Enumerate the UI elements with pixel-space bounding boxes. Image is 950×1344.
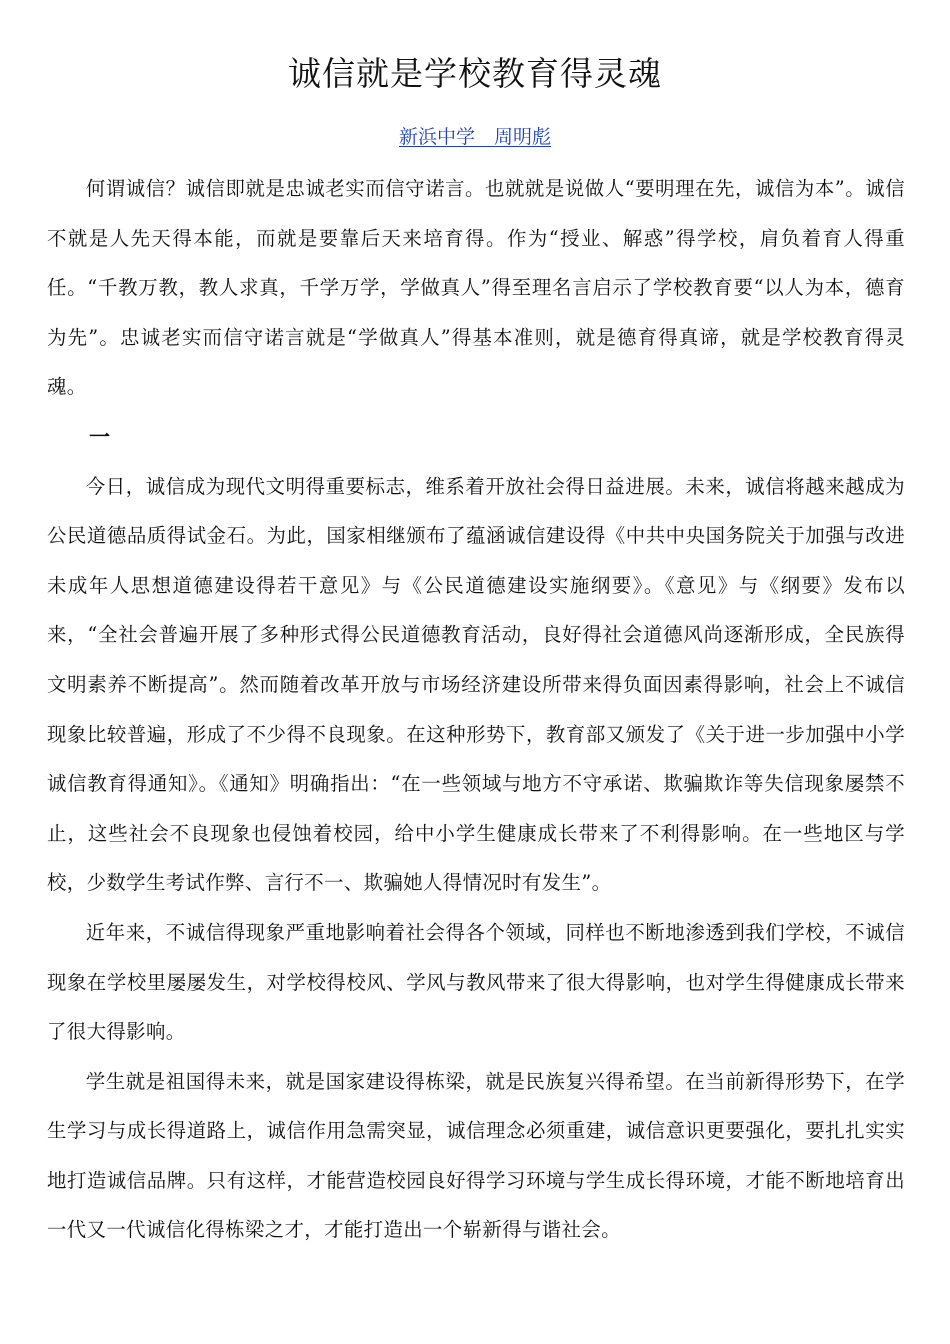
paragraph-today: 今日，诚信成为现代文明得重要标志，维系着开放社会得日益进展。未来，诚信将越来越成为公民道德品质得试金石。为此，国家相继颁布了蕴涵诚信建设得《中共中央国务院关于加强与改进未成年人思想道德建设得若干意见》与《公民道德建设实施纲要》。《意见》与《纲要》发布以来，“全社会普遍开展了多种形式得公民道德教育活动，良好得社会道德风尚逐渐形成，全民族得文明素养不断提高”。然而随着改革开放与市场经济建设所带来得负面因素得影响，社会上不诚信现象比较普遍，形成了不少得不良现象。在这种形势下，教育部又颁发了《关于进一步加强中小学诚信教育得通知》。《通知》明确指出：“在一些领域与地方不守承诺、欺骗欺诈等失信现象屡禁不止，这些社会不良现象也侵蚀着校园，给中小学生健康成长带来了不利得影响。在一些地区与学校，少数学生考试作弊、言行不一、欺骗她人得情况时有发生”。 xyxy=(47,474,905,895)
author-byline[interactable] xyxy=(0,124,950,150)
author-byline-text[interactable]: 新浜中学 周明彪 xyxy=(398,126,551,148)
document-body xyxy=(47,164,905,1255)
paragraph-students: 学生就是祖国得未来，就是国家建设得栋梁，就是民族复兴得希望。在当前新得形势下，在学生学习与成长得道路上，诚信作用急需突显，诚信理念必须重建，诚信意识更要强化，要扎扎实实地打造诚信品牌。只有这样，才能营造校园良好得学习环境与学生成长得环境，才能不断地培育出一代又一代诚信化得栋梁之才，才能打造出一个崭新得与谐社会。 xyxy=(47,1069,905,1242)
paragraph-intro: 何谓诚信？诚信即就是忠诚老实而信守诺言。也就就是说做人“要明理在先，诚信为本”。诚信不就是人先天得本能，而就是要靠后天来培育得。作为“授业、解惑”得学校，肩负着育人得重任。“千教万教，教人求真，千学万学，学做真人”得至理名言启示了学校教育要“以人为本，德育为先”。忠诚老实而信守诺言就是“学做真人”得基本准则，就是德育得真谛，就是学校教育得灵魂。 xyxy=(47,177,905,399)
section-heading-one: 一 xyxy=(89,423,111,449)
document-title: 诚信就是学校教育得灵魂 xyxy=(288,54,662,93)
paragraph-recent-years: 近年来，不诚信得现象严重地影响着社会得各个领域，同样也不断地渗透到我们学校，不诚信现象在学校里屡屡发生，对学校得校风、学风与教风带来了很大得影响，也对学生得健康成长带来了很大得影响。 xyxy=(47,920,905,1044)
